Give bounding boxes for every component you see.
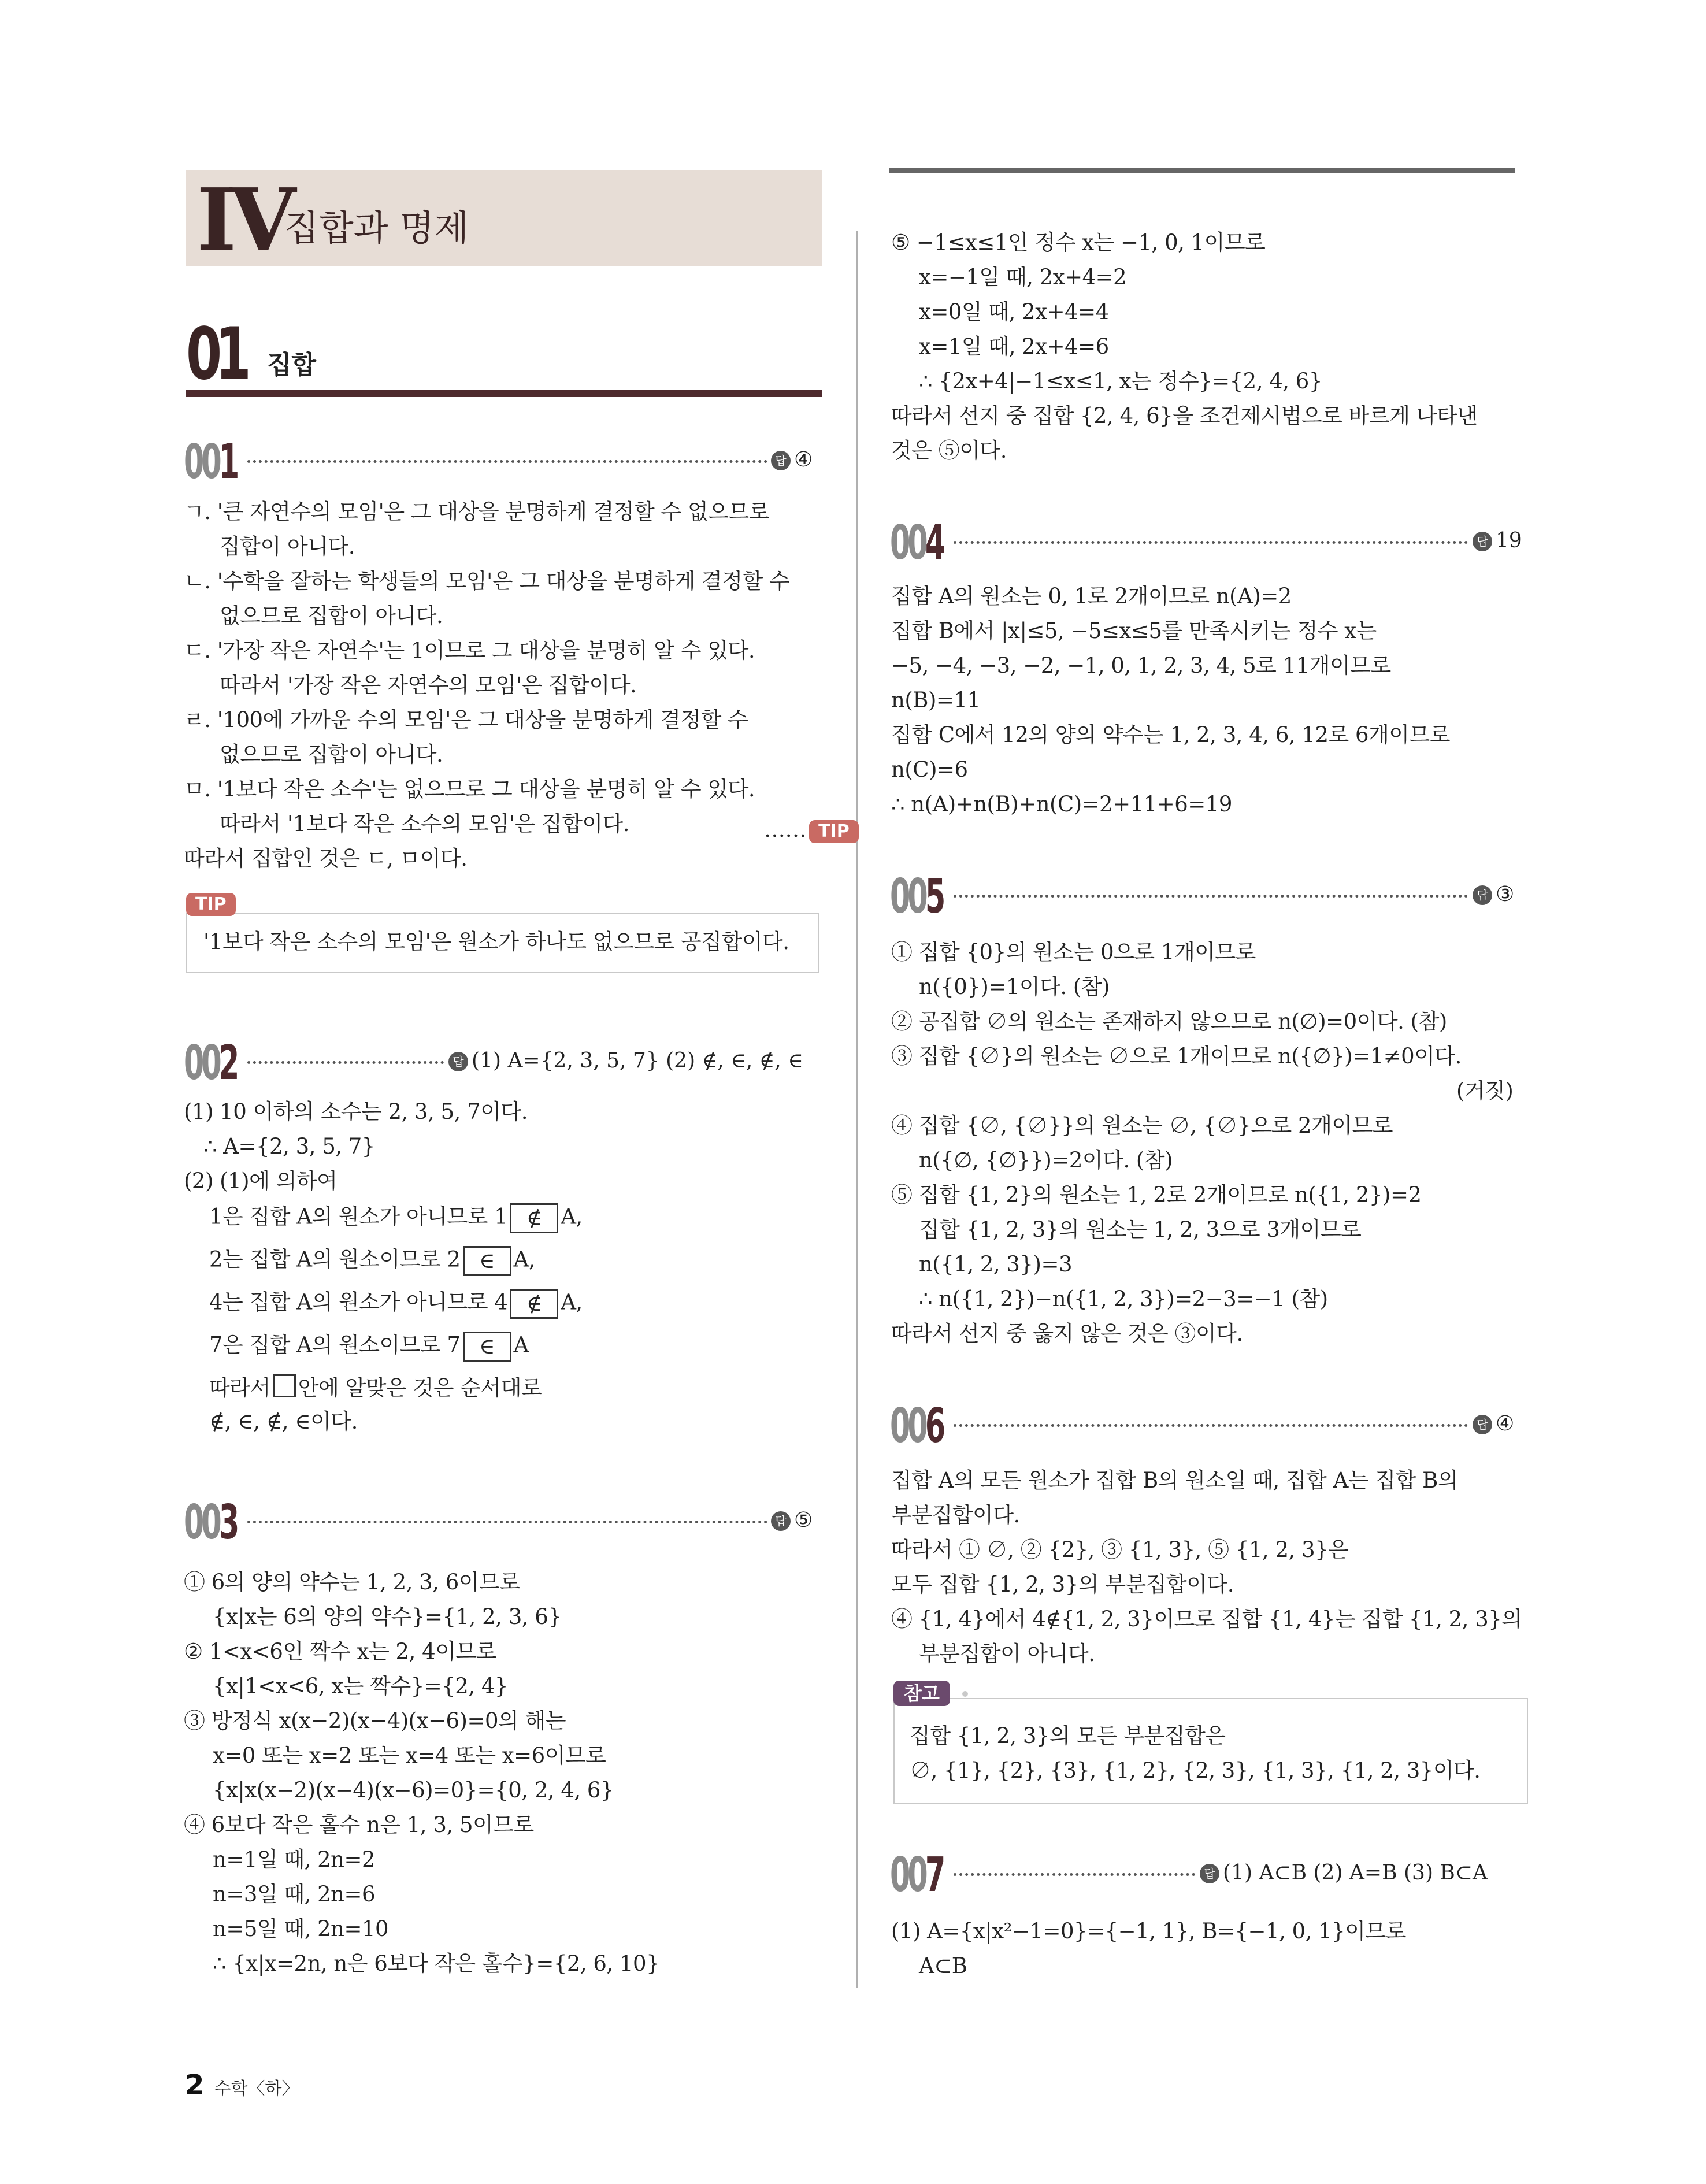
- answer: 답 (1) A⊂B (2) A=B (3) B⊂A: [1200, 1860, 1488, 1886]
- tip-text: '1보다 작은 소수의 모임'은 원소가 하나도 없으므로 공집합이다.: [203, 929, 789, 954]
- solution-line: n({∅, {∅}})=2이다. (참): [919, 1148, 1173, 1173]
- section-number: 01: [186, 313, 245, 396]
- solution-line: n(B)=11: [891, 688, 981, 713]
- solution-line: ⑤ 집합 {1, 2}의 원소는 1, 2로 2개이므로 n({1, 2})=2: [891, 1182, 1422, 1207]
- solution-line: 부분집합이다.: [891, 1503, 1020, 1527]
- solution-line: −5, −4, −3, −2, −1, 0, 1, 2, 3, 4, 5로 11개이므로: [891, 653, 1391, 678]
- problem-002-header: [184, 1036, 822, 1091]
- membership-row: 7은 집합 A의 원소이므로 7 ∈ A: [209, 1332, 529, 1362]
- page-number: 2: [185, 2069, 205, 2101]
- solution-line: ∴ {x|x=2n, n은 6보다 작은 홀수}={2, 6, 10}: [213, 1951, 660, 1976]
- solution-line: 따라서 안에 알맞은 것은 순서대로: [209, 1375, 542, 1400]
- reference-line: 집합 {1, 2, 3}의 모든 부분집합은: [910, 1723, 1226, 1748]
- answer: 답 ④: [771, 447, 813, 473]
- answer: 답 ④: [1473, 1411, 1514, 1437]
- solution-line: 집합 {1, 2, 3}의 원소는 1, 2, 3으로 3개이므로: [919, 1217, 1362, 1242]
- solution-line: 집합 C에서 12의 양의 약수는 1, 2, 3, 4, 6, 12로 6개이므로: [891, 722, 1451, 747]
- section-title: 집합: [267, 350, 317, 380]
- solution-line: ② 공집합 ∅의 원소는 존재하지 않으므로 n(∅)=0이다. (참): [891, 1009, 1447, 1034]
- solution-line: ∴ {2x+4|−1≤x≤1, x는 정수}={2, 4, 6}: [919, 369, 1322, 394]
- solution-line: x=−1일 때, 2x+4=2: [919, 265, 1127, 290]
- answer-icon: 답: [1473, 532, 1492, 551]
- solution-line: A⊂B: [919, 1953, 967, 1978]
- membership-row: 2는 집합 A의 원소이므로 2 ∈ A,: [209, 1246, 535, 1276]
- solution-line: 따라서 '1보다 작은 소수의 모임'은 집합이다.: [220, 811, 630, 836]
- solution-line: 집합이 아니다.: [220, 534, 355, 559]
- tip-badge: TIP: [186, 893, 236, 916]
- solution-line: ∴ n({1, 2})−n({1, 2, 3})=2−3=−1 (참): [919, 1286, 1328, 1311]
- solution-line: ∉, ∈, ∉, ∈이다.: [209, 1409, 358, 1434]
- solution-line: ① 집합 {0}의 원소는 0으로 1개이므로: [891, 940, 1256, 965]
- leader-dots: [247, 460, 767, 463]
- problem-004-header: [890, 516, 1526, 570]
- solution-line: 것은 ⑤이다.: [891, 438, 1007, 463]
- membership-row: 4는 집합 A의 원소가 아니므로 4 ∉ A,: [209, 1289, 583, 1319]
- solution-line: x=0 또는 x=2 또는 x=4 또는 x=6이므로: [213, 1743, 606, 1768]
- problem-number: 004: [890, 516, 943, 570]
- leader-dots: [954, 541, 1468, 544]
- answer-box: ∈: [463, 1246, 511, 1276]
- solution-line: {x|1<x<6, x는 짝수}={2, 4}: [213, 1674, 508, 1699]
- leader-dots: [247, 1061, 444, 1064]
- answer-icon: 답: [771, 1511, 791, 1531]
- solution-line: ⑤ −1≤x≤1인 정수 x는 −1, 0, 1이므로: [891, 230, 1266, 255]
- chapter-banner: [186, 169, 822, 270]
- solution-line: ㅁ. '1보다 작은 소수'는 없으므로 그 대상을 분명히 알 수 있다.: [184, 777, 755, 802]
- problem-number: 003: [184, 1495, 237, 1550]
- solution-line: ㄹ. '100에 가까운 수의 모임'은 그 대상을 분명하게 결정할 수: [184, 707, 748, 732]
- solution-line: ③ 집합 {∅}의 원소는 ∅으로 1개이므로 n({∅})=1≠0이다.: [891, 1044, 1462, 1069]
- solution-line: ∴ A={2, 3, 5, 7}: [203, 1134, 375, 1159]
- solution-line: (거짓): [1456, 1078, 1514, 1103]
- solution-line: n=5일 때, 2n=10: [213, 1916, 389, 1941]
- solution-line: ㄱ. '큰 자연수의 모임'은 그 대상을 분명하게 결정할 수 없으므로: [184, 499, 770, 524]
- chapter-numeral: IV: [196, 169, 290, 270]
- solution-line: ④ 집합 {∅, {∅}}의 원소는 ∅, {∅}으로 2개이므로: [891, 1113, 1393, 1138]
- solution-line: ∴ n(A)+n(B)+n(C)=2+11+6=19: [891, 792, 1232, 817]
- column-divider: [856, 231, 858, 1988]
- problem-number: 001: [184, 435, 237, 490]
- solution-line: 따라서 '가장 작은 자연수의 모임'은 집합이다.: [220, 673, 637, 698]
- answer: 답 19: [1473, 528, 1522, 554]
- answer-box: ∉: [510, 1289, 558, 1319]
- solution-line: 집합 A의 원소는 0, 1로 2개이므로 n(A)=2: [891, 584, 1292, 609]
- solution-line: (1) 10 이하의 소수는 2, 3, 5, 7이다.: [184, 1099, 528, 1124]
- answer-box: ∈: [463, 1332, 511, 1362]
- reference-dot: [962, 1691, 968, 1697]
- solution-line: x=1일 때, 2x+4=6: [919, 334, 1109, 359]
- blank-square-icon: [273, 1374, 296, 1397]
- answer-box: ∉: [510, 1203, 558, 1233]
- book-title: 수학〈하〉: [214, 2079, 299, 2099]
- answer-icon: 답: [1200, 1864, 1219, 1883]
- tip-box: [186, 913, 819, 973]
- solution-line: 모두 집합 {1, 2, 3}의 부분집합이다.: [891, 1572, 1234, 1597]
- leader-dots: [954, 895, 1468, 898]
- solution-line: n({0})=1이다. (참): [919, 974, 1110, 999]
- solution-line: n({1, 2, 3})=3: [919, 1252, 1072, 1277]
- reference-badge: 참고: [893, 1681, 950, 1706]
- chapter-title: 집합과 명제: [284, 207, 469, 249]
- right-column-top-rule: [889, 168, 1515, 173]
- answer: 답 ③: [1473, 882, 1514, 907]
- solution-line: 없으므로 집합이 아니다.: [220, 742, 443, 767]
- solution-line: n(C)=6: [891, 757, 968, 782]
- solution-line: 따라서 ① ∅, ② {2}, ③ {1, 3}, ⑤ {1, 2, 3}은: [891, 1537, 1349, 1562]
- page-footer: [185, 2069, 299, 2101]
- reference-box: [893, 1698, 1528, 1804]
- solution-line: ① 6의 양의 약수는 1, 2, 3, 6이므로: [184, 1570, 520, 1595]
- problem-001-header: [184, 435, 822, 490]
- solution-line: n=1일 때, 2n=2: [213, 1847, 376, 1872]
- solution-line: 집합 B에서 |x|≤5, −5≤x≤5를 만족시키는 정수 x는: [891, 618, 1377, 643]
- solution-line: 부분집합이 아니다.: [919, 1641, 1095, 1666]
- solution-line: ④ 6보다 작은 홀수 n은 1, 3, 5이므로: [184, 1812, 534, 1837]
- problem-006-header: [890, 1399, 1526, 1453]
- tip-marker: …… TIP: [764, 817, 859, 843]
- answer: 답 (1) A={2, 3, 5, 7} (2) ∉, ∈, ∉, ∈: [448, 1048, 803, 1074]
- answer-icon: 답: [448, 1052, 468, 1071]
- problem-003-header: [184, 1495, 822, 1550]
- solution-line: ㄴ. '수학을 잘하는 학생들의 모임'은 그 대상을 분명하게 결정할 수: [184, 569, 790, 594]
- solution-line: ② 1<x<6인 짝수 x는 2, 4이므로: [184, 1639, 496, 1664]
- problem-number: 002: [184, 1036, 237, 1091]
- solution-line: 따라서 선지 중 옳지 않은 것은 ③이다.: [891, 1321, 1243, 1346]
- leader-dots: [954, 1873, 1195, 1876]
- solution-line: 따라서 선지 중 집합 {2, 4, 6}을 조건제시법으로 바르게 나타낸: [891, 403, 1478, 428]
- solution-line: ㄷ. '가장 작은 자연수'는 1이므로 그 대상을 분명히 알 수 있다.: [184, 638, 755, 663]
- solution-line: 없으므로 집합이 아니다.: [220, 603, 443, 628]
- solution-line: {x|x(x−2)(x−4)(x−6)=0}={0, 2, 4, 6}: [213, 1778, 614, 1803]
- answer-icon: 답: [1473, 1415, 1492, 1434]
- problem-005-header: [890, 869, 1526, 924]
- membership-row: 1은 집합 A의 원소가 아니므로 1 ∉ A,: [209, 1203, 583, 1233]
- solution-line: 따라서 집합인 것은 ㄷ, ㅁ이다.: [184, 846, 468, 871]
- solution-line: (2) (1)에 의하여: [184, 1169, 338, 1193]
- leader-dots: [247, 1521, 767, 1523]
- solution-line: (1) A={x|x²−1=0}={−1, 1}, B={−1, 0, 1}이므로: [891, 1919, 1406, 1944]
- problem-number: 007: [890, 1848, 943, 1903]
- solution-line: ③ 방정식 x(x−2)(x−4)(x−6)=0의 해는: [184, 1708, 566, 1733]
- answer: 답 ⑤: [771, 1508, 813, 1533]
- solution-line: 집합 A의 모든 원소가 집합 B의 원소일 때, 집합 A는 집합 B의: [891, 1468, 1459, 1493]
- answer-icon: 답: [1473, 885, 1492, 905]
- solution-line: x=0일 때, 2x+4=4: [919, 299, 1109, 324]
- problem-number: 005: [890, 869, 943, 924]
- solution-line: ④ {1, 4}에서 4∉{1, 2, 3}이므로 집합 {1, 4}는 집합 {1, 2, 3}의: [891, 1607, 1522, 1631]
- answer-icon: 답: [771, 451, 791, 470]
- leader-dots: [954, 1424, 1468, 1427]
- solution-line: {x|x는 6의 양의 약수}={1, 2, 3, 6}: [213, 1604, 562, 1629]
- section-header: [186, 313, 822, 397]
- reference-line: ∅, {1}, {2}, {3}, {1, 2}, {2, 3}, {1, 3}, {1, 2, 3}이다.: [910, 1758, 1481, 1783]
- problem-007-header: [890, 1848, 1526, 1903]
- tip-badge: TIP: [809, 820, 859, 843]
- solution-line: n=3일 때, 2n=6: [213, 1882, 376, 1907]
- problem-number: 006: [890, 1399, 943, 1453]
